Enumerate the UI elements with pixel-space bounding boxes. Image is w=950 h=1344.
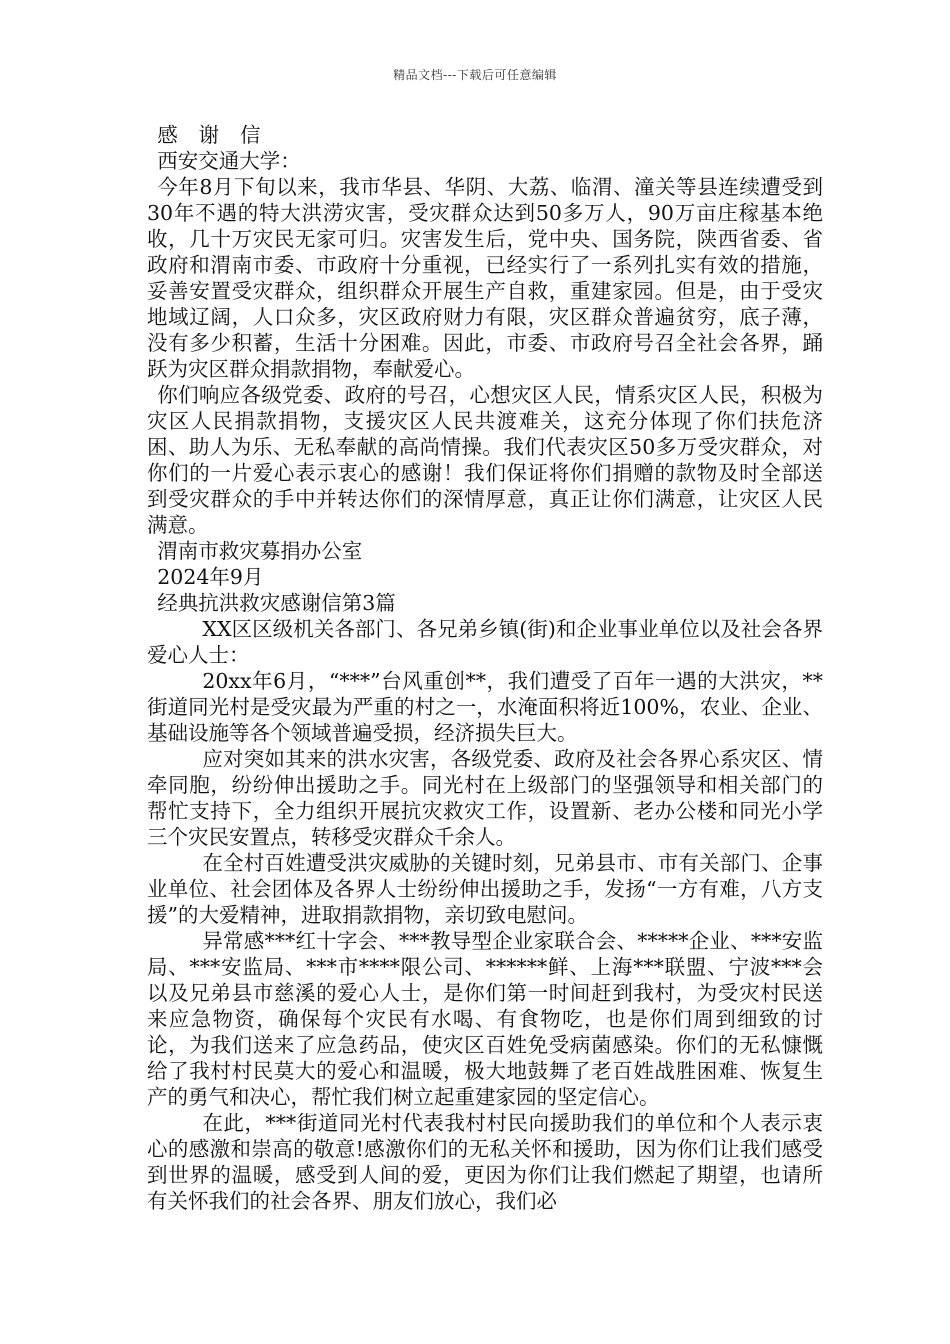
document-body [147,122,823,1214]
letter-paragraph: 今年8月下旬以来，我市华县、华阴、大荔、临渭、潼关等县连续遭受到30年不遇的特大洪涝灾害，受灾群众达到50多万人，90万亩庄稼基本绝收，几十万灾民无家可归。灾害发生后，党中央、国务院，陕西省委、省政府和渭南市委、市政府十分重视，已经实行了一系列扎实有效的措施，妥善安置受灾群众，组织群众开展生产自救，重建家园。但是，由于受灾地域辽阔，人口众多，灾区政府财力有限，灾区群众普遍贫穷，底子薄，没有多少积蓄，生活十分困难。因此，市委、市政府号召全社会各界，踊跃为灾区群众捐款捐物，奉献爱心。 [147,175,823,381]
section-heading: 经典抗洪救灾感谢信第3篇 [157,591,396,615]
letter-paragraph: 20xx年6月，“***”台风重创**，我们遭受了百年一遇的大洪灾，**街道同光村是受灾最为严重的村之一，水淹面积将近100%，农业、企业、基础设施等各个领域普遍受损，经济损失巨大。 [147,669,823,745]
letter-paragraph: 你们响应各级党委、政府的号召，心想灾区人民，情系灾区人民，积极为灾区人民捐款捐物，支援灾区人民共渡难关，这充分体现了你们扶危济困、助人为乐、无私奉献的高尚情操。我们代表灾区50多万受灾群众，对你们的一片爱心表示衷心的感谢！我们保证将你们捐赠的款物及时全部送到受灾群众的手中并转达你们的深情厚意，真正让你们满意，让灾区人民满意。 [147,383,823,537]
letter-signature: 渭南市救灾募捐办公室 [157,539,363,563]
letter-salutation: XX区区级机关各部门、各兄弟乡镇(街)和企业事业单位以及社会各界爱心人士： [147,617,823,667]
letter-date: 2024年9月 [157,565,264,589]
letter-salutation: 西安交通大学： [157,149,301,173]
letter-paragraph: 应对突如其来的洪水灾害，各级党委、政府及社会各界心系灾区、情牵同胞，纷纷伸出援助之手。同光村在上级部门的坚强领导和相关部门的帮忙支持下，全力组织开展抗灾救灾工作，设置新、老办公楼和同光小学三个灾民安置点，转移受灾群众千余人。 [147,747,823,849]
page-header-note: 精品文档---下载后可任意编辑 [393,68,557,82]
letter-title: 感 谢 信 [157,123,268,147]
letter-paragraph: 在全村百姓遭受洪灾威胁的关键时刻，兄弟县市、市有关部门、企事业单位、社会团体及各界人士纷纷伸出援助之手，发扬“一方有难，八方支援”的大爱精神，进取捐款捐物，亲切致电慰问。 [147,851,823,927]
letter-paragraph: 异常感***红十字会、***教导型企业家联合会、*****企业、***安监局、***安监局、***市****限公司、******鲜、上海***联盟、宁波***会以及兄弟县市慈溪的爱心人士，是你们第一时间赶到我村，为受灾村民送来应急物资，确保每个灾民有水喝、有食物吃，也是你们周到细致的讨论，为我们送来了应急药品，使灾区百姓免受病菌感染。你们的无私慷慨给了我村村民莫大的爱心和温暖，极大地鼓舞了老百姓战胜困难、恢复生产的勇气和决心，帮忙我们树立起重建家园的坚定信心。 [147,929,823,1109]
letter-paragraph: 在此，***街道同光村代表我村村民向援助我们的单位和个人表示衷心的感激和崇高的敬意!感激你们的无私关怀和援助，因为你们让我们感受到世界的温暖，感受到人间的爱，更因为你们让我们燃起了期望，也请所有关怀我们的社会各界、朋友们放心，我们必 [147,1111,823,1213]
